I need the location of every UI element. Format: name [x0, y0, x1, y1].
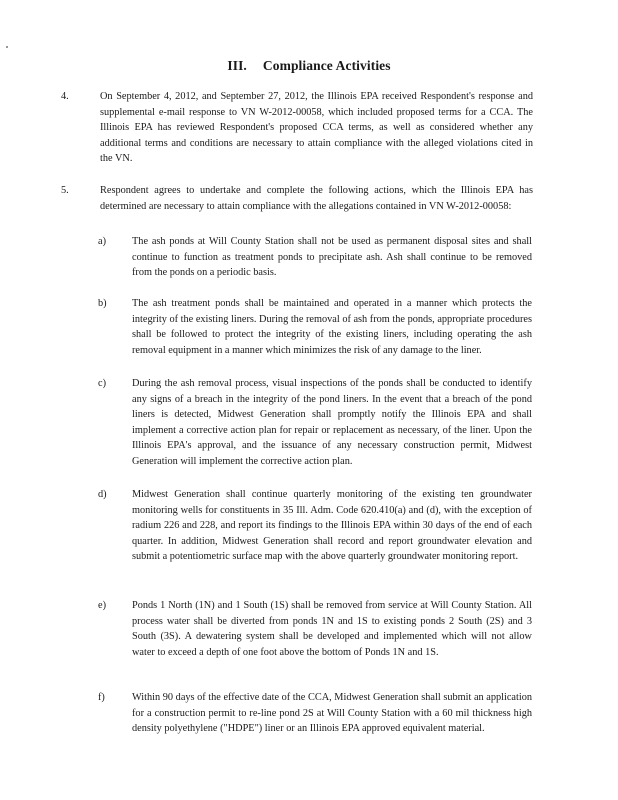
- item-text: Midwest Generation shall continue quarterly monitoring of the existing ten groundwater monitoring wells for constituents in 35 Ill. Adm. Code 620.410(a) and (d), with the exception of radium 226 and 228, and report its findings to the Illinois EPA within 30 days of the end of each quarter. In addition, Midwest Generation shall record and report groundwater elevation and submit a potentiometric surface map with the above quarterly groundwater monitoring report.: [132, 489, 532, 563]
- paragraph-number: 5.: [61, 185, 69, 196]
- scan-speck: [6, 46, 8, 48]
- item-label: c): [98, 378, 106, 389]
- item-label: b): [98, 298, 107, 309]
- item-text: During the ash removal process, visual inspections of the ponds shall be conducted to identify any signs of a breach in the integrity of the pond liners. In the event that a breach of the pond liners is detected, Midwest Generation shall promptly notify the Illinois EPA and shall implement a corrective action plan for repair or replacement as necessary, of the liner. Upon the Illinois EPA's approval, and the issuance of any necessary construction permit, Midwest Generation will implement the corrective action plan.: [132, 378, 532, 467]
- item-text: The ash treatment ponds shall be maintained and operated in a manner which protects the integrity of the existing liners. During the removal of ash from the ponds, appropriate procedures shall be followed to protect the integrity of the existing liners, including operating the ash removal equipment in a manner which minimizes the risk of any damage to the liner.: [132, 298, 532, 356]
- item-label: f): [98, 692, 105, 703]
- section-title: Compliance Activities: [262, 58, 391, 73]
- item-label: d): [98, 489, 107, 500]
- paragraph-text: Respondent agrees to undertake and complete the following actions, which the Illinois EPA has determined are necessary to attain compliance with the allegations contained in VN W-2012-00058:: [100, 185, 533, 212]
- item-label: a): [98, 236, 106, 247]
- section-number: III.: [227, 58, 247, 73]
- item-text: Within 90 days of the effective date of the CCA, Midwest Generation shall submit an application for a construction permit to re-line pond 2S at Will County Station with a 60 mil thickness high density polyethylene ("HDPE") liner or an Illinois EPA approved equivalent material.: [132, 692, 532, 735]
- paragraph-text: On September 4, 2012, and September 27, 2012, the Illinois EPA received Respondent's response and supplemental e-mail response to VN W-2012-00058, which included proposed terms for a CCA. The Illinois EPA has reviewed Respondent's proposed CCA terms, as well as considered whether any additional terms and conditions are necessary to attain compliance with the alleged violations cited in the VN.: [100, 91, 533, 165]
- item-text: Ponds 1 North (1N) and 1 South (1S) shall be removed from service at Will County Station. All process water shall be diverted from ponds 1N and 1S to existing ponds 2 South (2S) and 3 South (3S). A dewatering system shall be developed and implemented which will not allow water to exceed a depth of one foot above the bottom of Ponds 1N and 1S.: [132, 600, 532, 658]
- item-label: e): [98, 600, 106, 611]
- paragraph-number: 4.: [61, 91, 69, 102]
- section-heading: [0, 58, 618, 74]
- item-text: The ash ponds at Will County Station shall not be used as permanent disposal sites and shall continue to function as treatment ponds to precipitate ash. Ash shall continue to be removed from the ponds on a periodic basis.: [132, 236, 532, 279]
